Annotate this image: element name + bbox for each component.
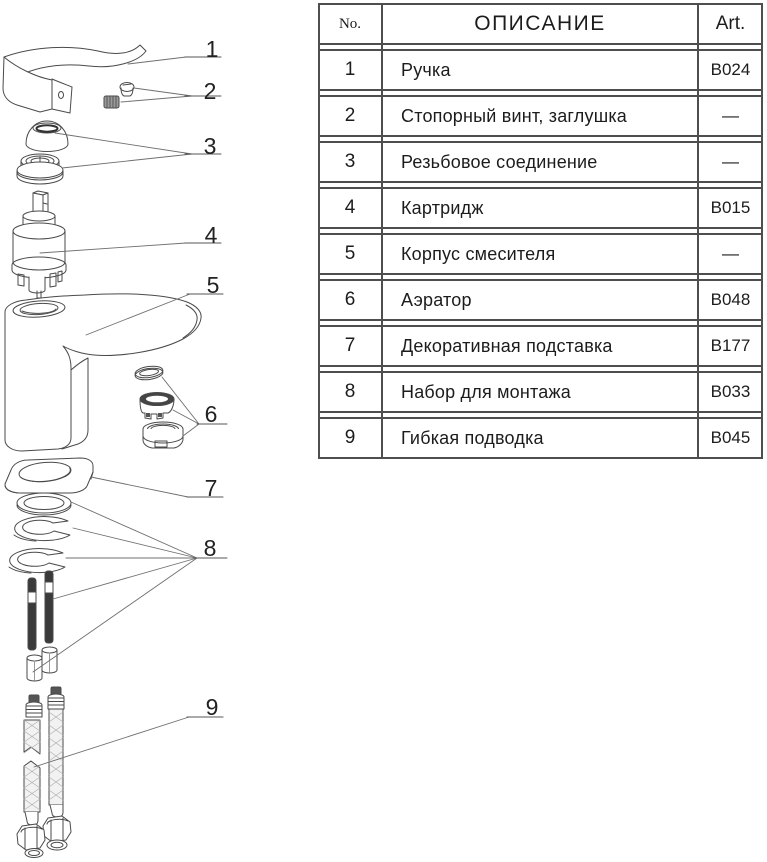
- row-no: 6: [344, 289, 356, 310]
- row-art: B177: [710, 336, 751, 355]
- handle-part: [3, 45, 146, 113]
- row-art: B024: [710, 60, 751, 79]
- mounting-kit-part: [9, 493, 71, 681]
- row-no: 1: [344, 59, 356, 80]
- row-art: —: [722, 152, 739, 171]
- table-divider-no: [381, 3, 383, 459]
- exploded-diagram: [0, 0, 320, 862]
- row-art: B045: [710, 428, 751, 447]
- callout-5: 5: [206, 272, 220, 298]
- row-no: 4: [344, 197, 356, 218]
- decorative-base-part: [5, 458, 93, 493]
- stop-screw-plug-part: [104, 83, 134, 109]
- threaded-connection-part: [17, 121, 68, 184]
- callout-1: 1: [205, 36, 219, 62]
- header-description: ОПИСАНИЕ: [474, 12, 606, 35]
- header-no: No.: [338, 15, 362, 32]
- callout-9: 9: [205, 694, 219, 720]
- row-art: B048: [710, 290, 751, 309]
- row-description: Картридж: [401, 197, 484, 218]
- parts-table: [318, 3, 763, 459]
- row-description: Ручка: [401, 59, 451, 80]
- callout-3: 3: [203, 133, 217, 159]
- row-description: Гибкая подводка: [401, 427, 544, 448]
- row-no: 2: [344, 105, 356, 126]
- row-description: Корпус смесителя: [401, 243, 556, 264]
- row-no: 8: [344, 381, 356, 402]
- diagram-canvas: [0, 0, 320, 862]
- table-border-right: [761, 3, 763, 459]
- row-no: 7: [344, 335, 356, 356]
- callout-8: 8: [203, 535, 217, 561]
- row-description: Набор для монтажа: [401, 381, 571, 402]
- cartridge-part: [12, 191, 66, 298]
- callout-7: 7: [204, 475, 218, 501]
- flexible-hose-part: [17, 687, 71, 858]
- aerator-part: [134, 365, 183, 448]
- row-description: Декоративная подставка: [401, 335, 613, 356]
- row-art: —: [722, 244, 739, 263]
- table-border-left: [318, 3, 320, 459]
- callout-2: 2: [203, 78, 217, 104]
- header-art: Art.: [715, 13, 746, 34]
- row-art: —: [722, 106, 739, 125]
- row-no: 9: [344, 427, 356, 448]
- table-divider-art: [697, 3, 699, 459]
- callout-4: 4: [204, 222, 218, 248]
- row-description: Стопорный винт, заглушка: [401, 105, 628, 126]
- callout-6: 6: [204, 401, 218, 427]
- row-description: Аэратор: [401, 289, 472, 310]
- row-no: 3: [344, 151, 356, 172]
- row-no: 5: [344, 243, 356, 264]
- row-art: B015: [710, 198, 751, 217]
- row-art: B033: [710, 382, 751, 401]
- row-description: Резьбовое соединение: [401, 151, 598, 172]
